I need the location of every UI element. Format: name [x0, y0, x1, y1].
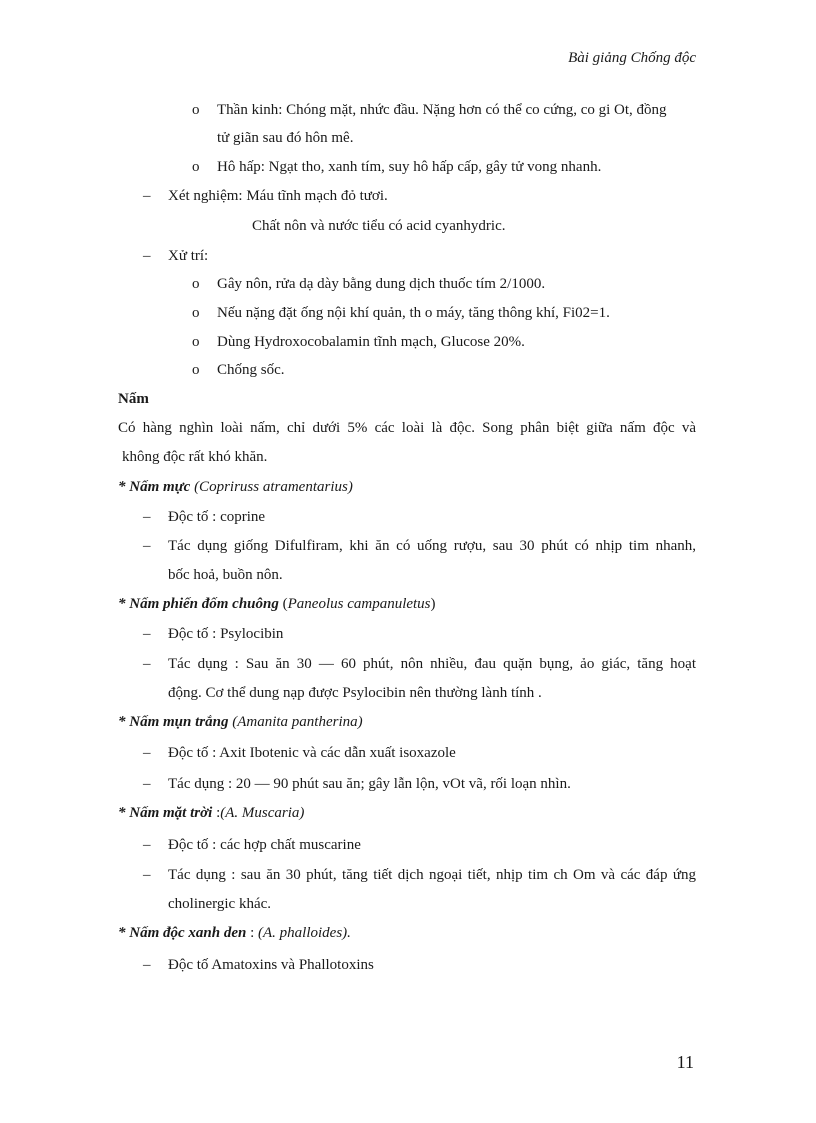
- ho-hap-line: Hô hấp: Ngạt tho, xanh tím, suy hô hấp cấp, gây tử vong nhanh.: [217, 159, 602, 175]
- bullet-o: o: [192, 334, 200, 350]
- bullet-dash: –: [143, 626, 151, 642]
- bullet-o: o: [192, 276, 200, 292]
- nam-mun-latin: (Amanita pantherina): [232, 714, 363, 730]
- nam-mun-title: * Nấm mụn trắng: [118, 714, 229, 730]
- xu-tri-item: Chống sốc.: [217, 362, 285, 378]
- bullet-o: o: [192, 159, 200, 175]
- nam-muc-title: * Nấm mực: [118, 479, 191, 495]
- bullet-dash: –: [143, 656, 151, 672]
- than-kinh-line-1: Thần kinh: Chóng mặt, nhức đầu. Nặng hơn có thể co cứng, co gi Ot, đồng: [217, 102, 667, 118]
- nam-xanh-den-doc-to: Độc tố Amatoxins và Phallotoxins: [168, 957, 374, 973]
- nam-phien-paren-close: ): [430, 596, 436, 612]
- section-heading-nam: Nấm: [118, 391, 149, 407]
- xu-tri-label: Xử trí:: [168, 248, 209, 264]
- xu-tri-item: Dùng Hydroxocobalamin tĩnh mạch, Glucose 20%.: [217, 334, 525, 350]
- nam-phien-latin: Paneolus campanuletus: [287, 596, 431, 612]
- nam-phien-title: * Nấm phiến đốm chuông: [118, 596, 279, 612]
- bullet-o: o: [192, 362, 200, 378]
- bullet-o: o: [192, 102, 200, 118]
- nam-muc-heading: [118, 479, 353, 496]
- nam-xanh-den-heading: [118, 925, 351, 942]
- nam-xanh-den-sep: :: [246, 925, 259, 941]
- nam-mat-troi-heading: [118, 805, 304, 822]
- nam-mat-troi-tac-dung-2: cholinergic khác.: [168, 896, 272, 912]
- nam-muc-tac-dung-1: Tác dụng giống Difulfiram, khi ăn có uống rượu, sau 30 phút có nhịp tim nhanh,: [168, 538, 696, 554]
- nam-mun-heading: [118, 714, 363, 731]
- nam-mun-doc-to: Độc tố : Axit Ibotenic và các dẫn xuất isoxazole: [168, 745, 456, 761]
- nam-mat-troi-latin: (A. Muscaria): [220, 805, 305, 821]
- bullet-dash: –: [143, 745, 151, 761]
- bullet-dash: –: [143, 957, 151, 973]
- xet-nghiem-line-2: Chất nôn và nước tiểu có acid cyanhydric.: [252, 218, 506, 234]
- nam-xanh-den-title: * Nấm độc xanh den: [118, 925, 247, 941]
- nam-mat-troi-tac-dung-1: Tác dụng : sau ăn 30 phút, tăng tiết dịch ngoại tiết, nhịp tim ch Om và các đáp ứng: [168, 867, 696, 883]
- nam-muc-tac-dung-2: bốc hoả, buồn nôn.: [168, 567, 283, 583]
- xet-nghiem-line: Xét nghiệm: Máu tĩnh mạch đỏ tươi.: [168, 188, 388, 204]
- bullet-dash: –: [143, 837, 151, 853]
- nam-mat-troi-doc-to: Độc tố : các hợp chất muscarine: [168, 837, 361, 853]
- nam-mun-tac-dung: Tác dụng : 20 — 90 phút sau ăn; gây lẫn lộn, vOt vã, rối loạn nhìn.: [168, 776, 571, 792]
- page-header: Bài giảng Chống độc: [568, 50, 696, 66]
- bullet-o: o: [192, 305, 200, 321]
- bullet-dash: –: [143, 509, 151, 525]
- than-kinh-line-2: tử giãn sau đó hôn mê.: [217, 130, 354, 146]
- xu-tri-item: Nếu nặng đặt ống nội khí quản, th o máy, tăng thông khí, Fi02=1.: [217, 305, 610, 321]
- bullet-dash: –: [143, 188, 151, 204]
- nam-phien-paren-open: (: [282, 596, 288, 612]
- page-number: 11: [676, 1052, 694, 1072]
- nam-muc-doc-to: Độc tố : coprine: [168, 509, 266, 525]
- nam-muc-latin: (Copriruss atramentarius): [194, 479, 353, 495]
- nam-phien-tac-dung-2: động. Cơ thể dung nạp được Psylocibin nên thường lành tính .: [168, 685, 542, 701]
- nam-mat-troi-sep: :: [212, 805, 221, 821]
- nam-phien-tac-dung-1: Tác dụng : Sau ăn 30 — 60 phút, nôn nhiều, đau quặn bụng, ảo giác, tăng hoạt: [168, 656, 696, 672]
- nam-phien-doc-to: Độc tố : Psylocibin: [168, 626, 284, 642]
- bullet-dash: –: [143, 538, 151, 554]
- xu-tri-item: Gây nôn, rửa dạ dày bằng dung dịch thuốc tím 2/1000.: [217, 276, 546, 292]
- bullet-dash: –: [143, 867, 151, 883]
- nam-intro-line-2: không độc rất khó khăn.: [122, 449, 268, 465]
- bullet-dash: –: [143, 248, 151, 264]
- nam-intro-line-1: Có hàng nghìn loài nấm, chỉ dưới 5% các loài là độc. Song phân biệt giữa nấm độc và: [118, 420, 696, 436]
- nam-xanh-den-latin: (A. phalloides).: [258, 925, 351, 941]
- nam-phien-heading: [118, 596, 436, 613]
- bullet-dash: –: [143, 776, 151, 792]
- nam-mat-troi-title: * Nấm mặt trời: [118, 805, 213, 821]
